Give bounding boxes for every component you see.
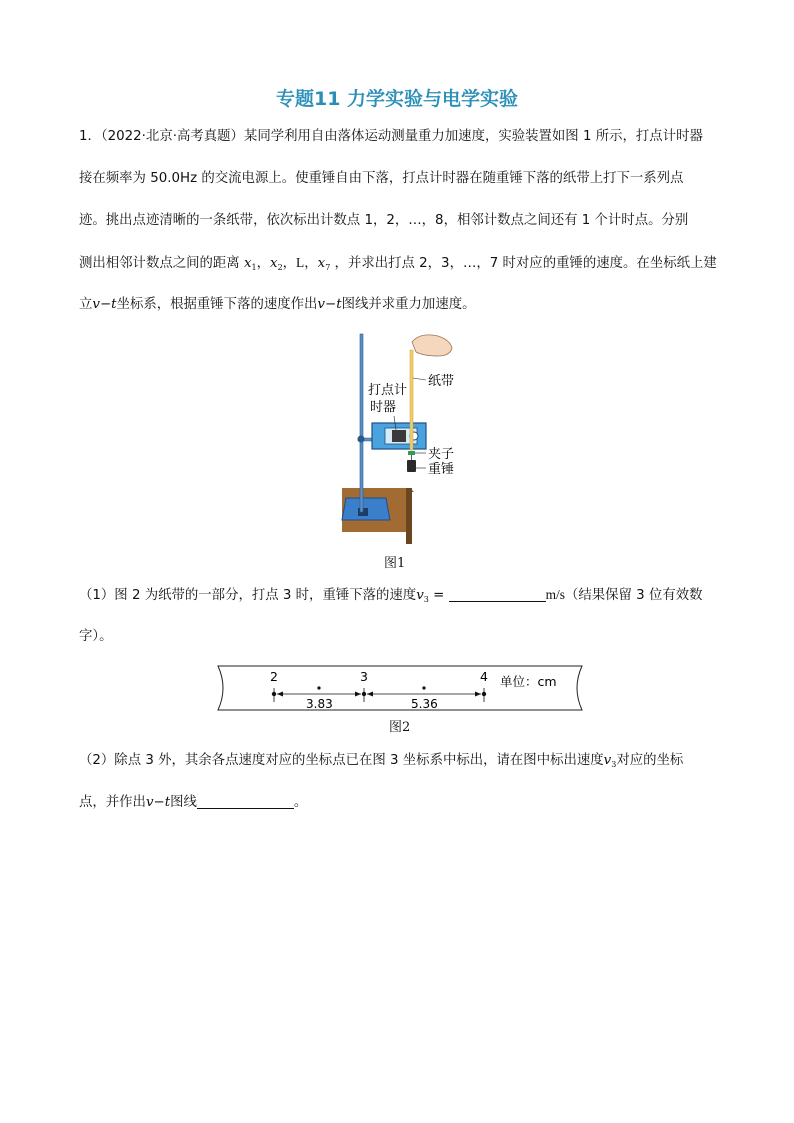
answer-blank-graph[interactable]: [197, 794, 294, 809]
sub2-text-a: （2）除点 3 外，其余各点速度对应的坐标点已在图 3 坐标系中标出，请在图中标出速度: [79, 753, 604, 768]
answer-blank-v3[interactable]: [449, 587, 546, 602]
stand-rod: [360, 334, 363, 512]
q1-line-1: 1．（2022·北京·高考真题）某同学利用自由落体运动测量重力加速度，实验装置如图 1 所示，打点计时器: [79, 129, 703, 144]
sub1-line-2: 字）。: [79, 629, 113, 644]
question-1: [79, 116, 719, 326]
sub-question-1: [79, 574, 719, 658]
vt-symbol: v−t: [317, 297, 342, 312]
label-paper-tape: 纸带: [428, 374, 455, 389]
clamp-knob: [358, 436, 365, 443]
x-sub-7: 7: [325, 263, 331, 272]
timing-dot: [317, 686, 320, 689]
q1-line-5-text-a: 立: [79, 297, 93, 312]
sub2-text-c: 点，并作出: [79, 795, 146, 810]
v-symbol: v: [603, 753, 612, 768]
sub2-text-e: 。: [293, 795, 308, 810]
sub1-text-a: （1）图 2 为纸带的一部分，打点 3 时，重锤下落的速度: [79, 588, 417, 603]
distance-symbols: [244, 256, 335, 271]
table-leg: [406, 488, 412, 544]
distance-label: 5.36: [411, 697, 438, 711]
q1-line-4-text-a: 测出相邻计数点之间的距离: [79, 256, 240, 271]
timing-dot: [422, 686, 425, 689]
arrow-head-right: [475, 692, 481, 697]
unit-label: 单位：cm: [500, 674, 557, 689]
ellipsis-l: L: [296, 255, 305, 270]
x-sub-1: 1: [251, 263, 257, 272]
figure-1-caption: 图1: [384, 556, 406, 571]
x-sub-2: 2: [277, 263, 283, 272]
figure-2-caption: 图2: [389, 720, 411, 735]
distance-label: 3.83: [306, 697, 333, 711]
timer-coil: [392, 430, 406, 442]
sub-question-2: [79, 740, 719, 824]
vt-symbol: v−t: [92, 297, 117, 312]
sub1-line-1: [79, 574, 719, 616]
sub2-text-d: 图线: [170, 795, 197, 810]
tape-marks: [270, 669, 488, 711]
label-timer-2: 时器: [370, 400, 397, 415]
unit: m/s: [545, 587, 565, 602]
q1-line-3: 迹。挑出点迹清晰的一条纸带，依次标出计数点 1，2，…，8，相邻计数点之间还有 1 个计时点。分别: [79, 213, 689, 228]
vt-symbol: v−t: [145, 795, 171, 810]
v-subscript: 3: [611, 760, 617, 769]
comma: ，: [282, 256, 297, 271]
sub2-line-1: [79, 740, 719, 782]
hand: [412, 335, 452, 356]
arrow-head-left: [367, 692, 373, 697]
v-subscript: 3: [423, 595, 429, 604]
sub2-text-b: 对应的坐标: [616, 753, 684, 768]
q1-line-2: 接在频率为 50.0Hz 的交流电源上。使重锤自由下落，打点计时器在随重锤下落的纸带上打下一系列点: [79, 171, 684, 186]
page-title: 专题11 力学实验与电学实验: [275, 88, 519, 110]
comma: ，: [256, 256, 270, 271]
x-symbol: x: [270, 256, 278, 271]
equals: =: [428, 588, 449, 603]
q1-line-5-text-b: 坐标系，根据重锤下落的速度作出: [116, 297, 318, 312]
q1-line-5: [79, 284, 719, 326]
count-point-label: 2: [270, 669, 278, 684]
leader-tape: [413, 378, 426, 380]
x-symbol: x: [317, 256, 326, 271]
label-clamp: 夹子: [428, 447, 455, 462]
label-timer-1: 打点计: [368, 383, 408, 398]
label-weight: 重锤: [428, 462, 455, 477]
q1-line-4: [79, 242, 719, 284]
q1-line-5-text-c: 图线并求重力加速度。: [341, 297, 476, 312]
comma: ，: [304, 256, 318, 271]
v-symbol: v: [416, 588, 424, 603]
arrow-head-left: [277, 692, 283, 697]
paper-tape: [410, 350, 413, 450]
sub1-text-b: （结果保留 3 位有效数: [564, 588, 703, 603]
q1-line-4-text-b: ，并求出打点 2，3，…，7 时对应的重锤的速度。在坐标纸上建: [334, 256, 717, 271]
x-symbol: x: [243, 256, 252, 271]
count-point-label: 4: [480, 669, 488, 684]
weight: [407, 460, 416, 472]
sub2-line-2: [79, 782, 719, 824]
figure-2-tape: [214, 664, 586, 714]
count-point-label: 3: [360, 669, 368, 684]
arrow-head-right: [355, 692, 361, 697]
clip: [408, 451, 415, 455]
figure-1-apparatus: [330, 330, 480, 550]
